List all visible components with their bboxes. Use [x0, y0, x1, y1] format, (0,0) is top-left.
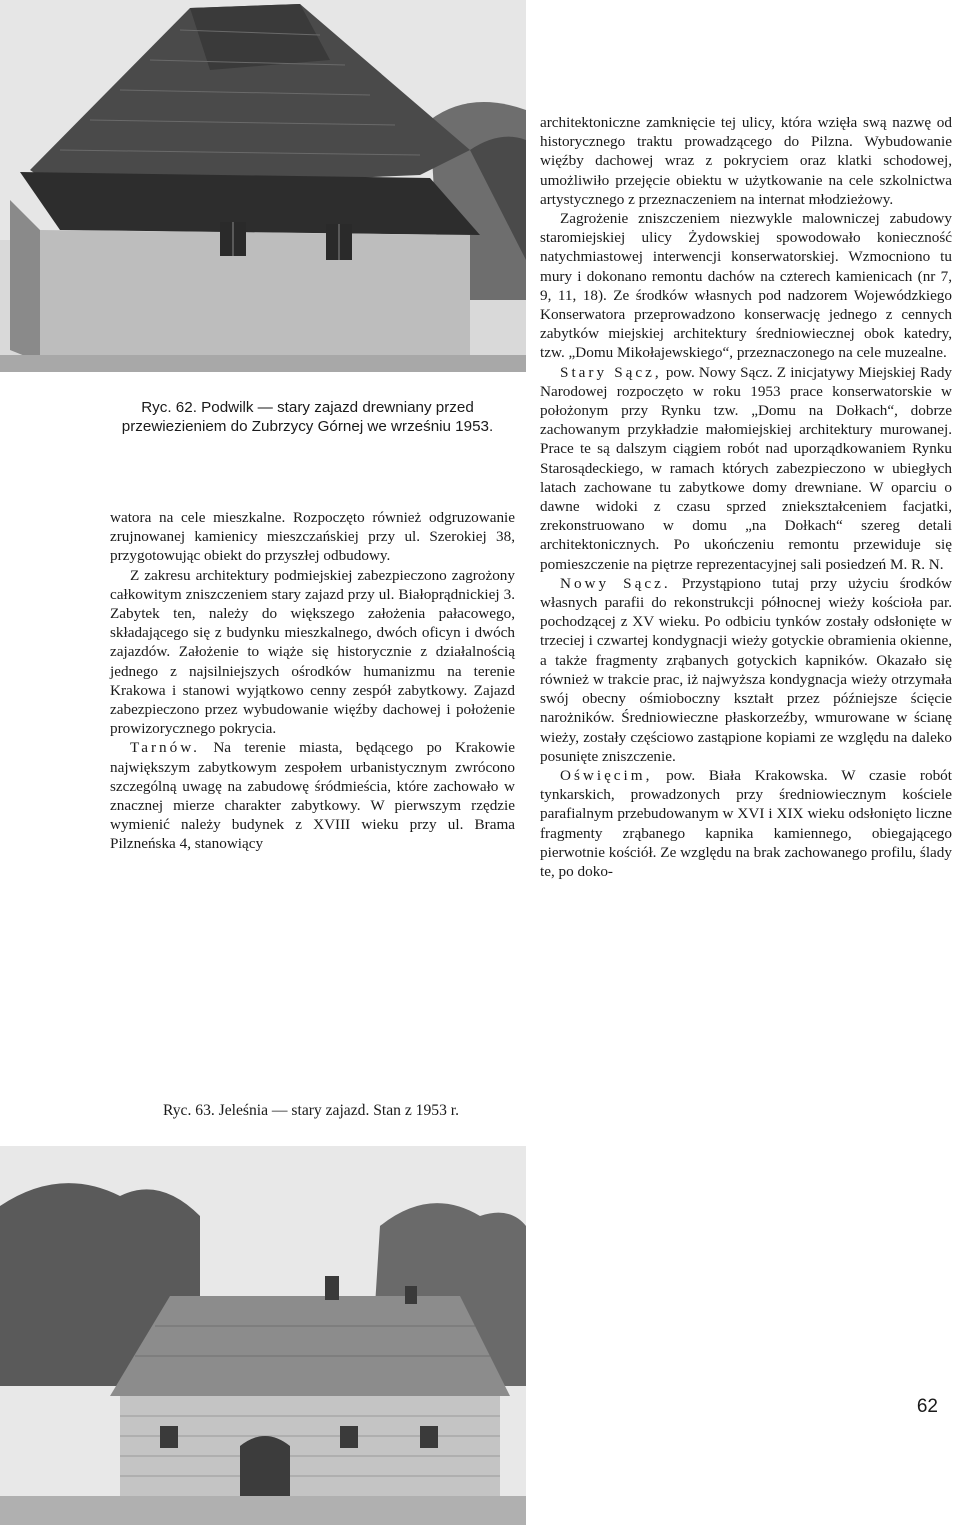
left-paragraph-3: Tarnów. Na terenie miasta, będącego po Krakowie największym zabytkowym zespołem urbanistycznym zwrócono szczególną uwagę na zabudowę śródmieścia, które zachowało w znacznej mierze charakter zabytkowy. W pierwszym rzędzie wymienić należy budynek z XVIII wieku przy ul. Brama Pilzneńska 4, stanowiący — [110, 739, 515, 853]
page-number: 62 — [916, 1396, 938, 1417]
photo-jelesnia-inn — [0, 1146, 526, 1525]
right-paragraph-3: Stary Sącz, pow. Nowy Sącz. Z inicjatywy Miejskiej Rady Narodowej rozpoczęto w roku 1953 prace konserwatorskie w położonym przy Rynku tzw. „Domu na Dołkach“, dobrze zachowanym przykładzie małomiejskiej architektury murowanej. Prace te są dalszym ciągiem robót nad uporządkowaniem Rynku Starosądeckiego, w ramach których zabezpieczono w ubiegłych latach zachowane tu zabytkowe domy drewniane. W oparciu o dawne widoki z czasu sprzed zniekształceniem facjatki, zrekonstruowano w domu „na Dołkach“ szereg detali architektonicznych. Po ukończeniu remontu przewiduje się pomieszczenie na piętrze reprezentacyjnej sali posiedzeń M. R. N. — [540, 363, 953, 573]
left-paragraph-2: Z zakresu architektury podmiejskiej zabezpieczono zagrożony całkowitym zniszczeniem stary zajazd przy ul. Białoprądnickiej 3. Zabytek ten, należy do większego założenia pałacowego, składającego się z budynku mieszkalnego, dwóch oficyn i dwóch zajazdów. Założenie to wiąże się historycznie z działalnością jednego z najsilniejszych ośrodków humanizmu na terenie Krakowa i stanowi wyjątkowo cenny zespół zabytkowy. Zajazd zabezpieczono przez wybudowanie więźby dachowej i położenie prowizorycznego pokrycia. — [110, 566, 515, 738]
left-column-text — [110, 508, 515, 854]
photo-podwilk-inn — [0, 0, 526, 372]
place-name-stary-sacz: Stary Sącz, — [560, 363, 662, 381]
right-paragraph-2: Zagrożenie zniszczeniem niezwykle malowniczej zabudowy staromiejskiej ulicy Żydowskiej spowodowało konieczność natychmiastowej interwencji konserwatorskiej. Wzmocniono tu mury i dokonano remontu dachów na czterech kamienicach (nr 7, 9, 11, 18). Ze środków własnych pod nadzorem Wojewódzkiego Konserwatora przeprowadzono konserwację jednego z cennych zabytków miejskiej architektury średniowiecznej obok katedry, tzw. „Domu Mikołajewskiego“, przeznaczonego na cele muzealne. — [540, 210, 952, 362]
figure-caption-62: Ryc. 62. Podwilk — stary zajazd drewniany przed przewiezieniem do Zubrzycy Górnej we wrześniu 1953. — [121, 399, 494, 435]
right-paragraph-5: Oświęcim, pow. Biała Krakowska. W czasie robót tynkarskich, prowadzonych przy średniowiecznym kościele parafialnym przebudowanym w XVI i XIX wieku odsłonięto liczne fragmenty zrąbanego kapnika kamiennego, obiegającego pierwotnie kościół. Ze względu na brak zachowanego profilu, ślady te, po doko- — [540, 766, 952, 880]
place-name-nowy-sacz: Nowy Sącz. — [560, 574, 671, 592]
right-paragraph-4: Nowy Sącz. Przystąpiono tutaj przy użyciu środków własnych parafii do rekonstrukcji północnej wieży kościoła par. pochodzącej z XV wieku. Po odbiciu tynków zostały odsłonięte w trzeciej i czwartej kondygnacji wieży gotyckie obramienia okienne, a także fragmenty zrąbanych gotyckich kapników. Okazało się również w trakcie prac, iż najwyższa kondygnacja wieży otrzymała swój obecny ośmioboczny kształt przez późniejsze ścięcie narożników. Średniowieczne płaskorzeźby, wmurowane w ścianę wieży, zostały częściowo zastąpione kopiami ze względu na daleko posunięte zniszczenie. — [540, 574, 953, 765]
figure-caption-63: Ryc. 63. Jeleśnia — stary zajazd. Stan z 1953 r. — [162, 1102, 459, 1119]
place-name-oswiecim: Oświęcim, — [560, 766, 653, 784]
right-paragraph-1: architektoniczne zamknięcie tej ulicy, która wzięła swą nazwę od historycznego traktu prowadzącego do Pilzna. Wybudowanie więźby dachowej wraz z pokryciem oraz klatki schodowej, umożliwiło przejęcie obiektu w użytkowanie na cele szkolnictwa artystycznego z przeznaczeniem na internat młodzieżowy. — [540, 114, 952, 208]
place-name-tarnow: Tarnów. — [130, 739, 200, 757]
right-column-text — [540, 113, 952, 881]
left-paragraph-1: watora na cele mieszkalne. Rozpoczęto również odgruzowanie zrujnowanej kamienicy mieszczańskiej przy ul. Szerokiej 38, przygotowując obiekt do przyszłej odbudowy. — [110, 509, 515, 565]
